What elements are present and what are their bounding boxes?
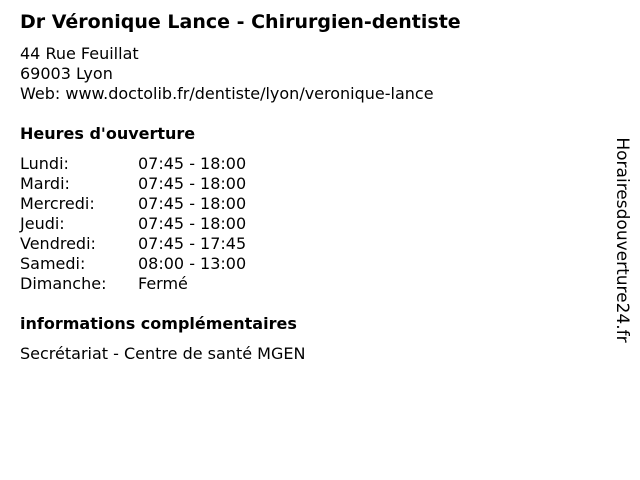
hours-table <box>20 154 246 294</box>
hours-time-value: 07:45 - 18:00 <box>138 194 247 213</box>
hours-row-thursday <box>20 214 246 234</box>
address-block <box>20 44 434 104</box>
hours-time-value: Fermé <box>138 274 188 293</box>
hours-time-value: 07:45 - 17:45 <box>138 234 247 253</box>
hours-heading: Heures d'ouverture <box>20 124 196 143</box>
hours-day-label: Lundi: <box>20 154 69 173</box>
hours-day-label: Mardi: <box>20 174 70 193</box>
hours-day-label: Vendredi: <box>20 234 96 253</box>
hours-row-wednesday <box>20 194 246 214</box>
hours-time-value: 07:45 - 18:00 <box>138 174 247 193</box>
info-text: Secrétariat - Centre de santé MGEN <box>20 344 306 363</box>
hours-row-monday <box>20 154 246 174</box>
hours-time-value: 08:00 - 13:00 <box>138 254 247 273</box>
hours-day-label: Dimanche: <box>20 274 107 293</box>
address-street: 44 Rue Feuillat <box>20 44 139 63</box>
address-city: 69003 Lyon <box>20 64 113 83</box>
address-web: Web: www.doctolib.fr/dentiste/lyon/veronique-lance <box>20 84 434 103</box>
watermark: Horairesdouverture24.fr <box>612 137 632 343</box>
hours-row-tuesday <box>20 174 246 194</box>
page-title: Dr Véronique Lance - Chirurgien-dentiste <box>20 11 461 33</box>
hours-day-label: Mercredi: <box>20 194 95 213</box>
hours-row-saturday <box>20 254 246 274</box>
hours-day-label: Samedi: <box>20 254 86 273</box>
hours-time-value: 07:45 - 18:00 <box>138 214 247 233</box>
hours-row-friday <box>20 234 246 254</box>
hours-time-value: 07:45 - 18:00 <box>138 154 247 173</box>
hours-row-sunday <box>20 274 246 294</box>
info-heading: informations complémentaires <box>20 314 297 333</box>
hours-day-label: Jeudi: <box>20 214 65 233</box>
